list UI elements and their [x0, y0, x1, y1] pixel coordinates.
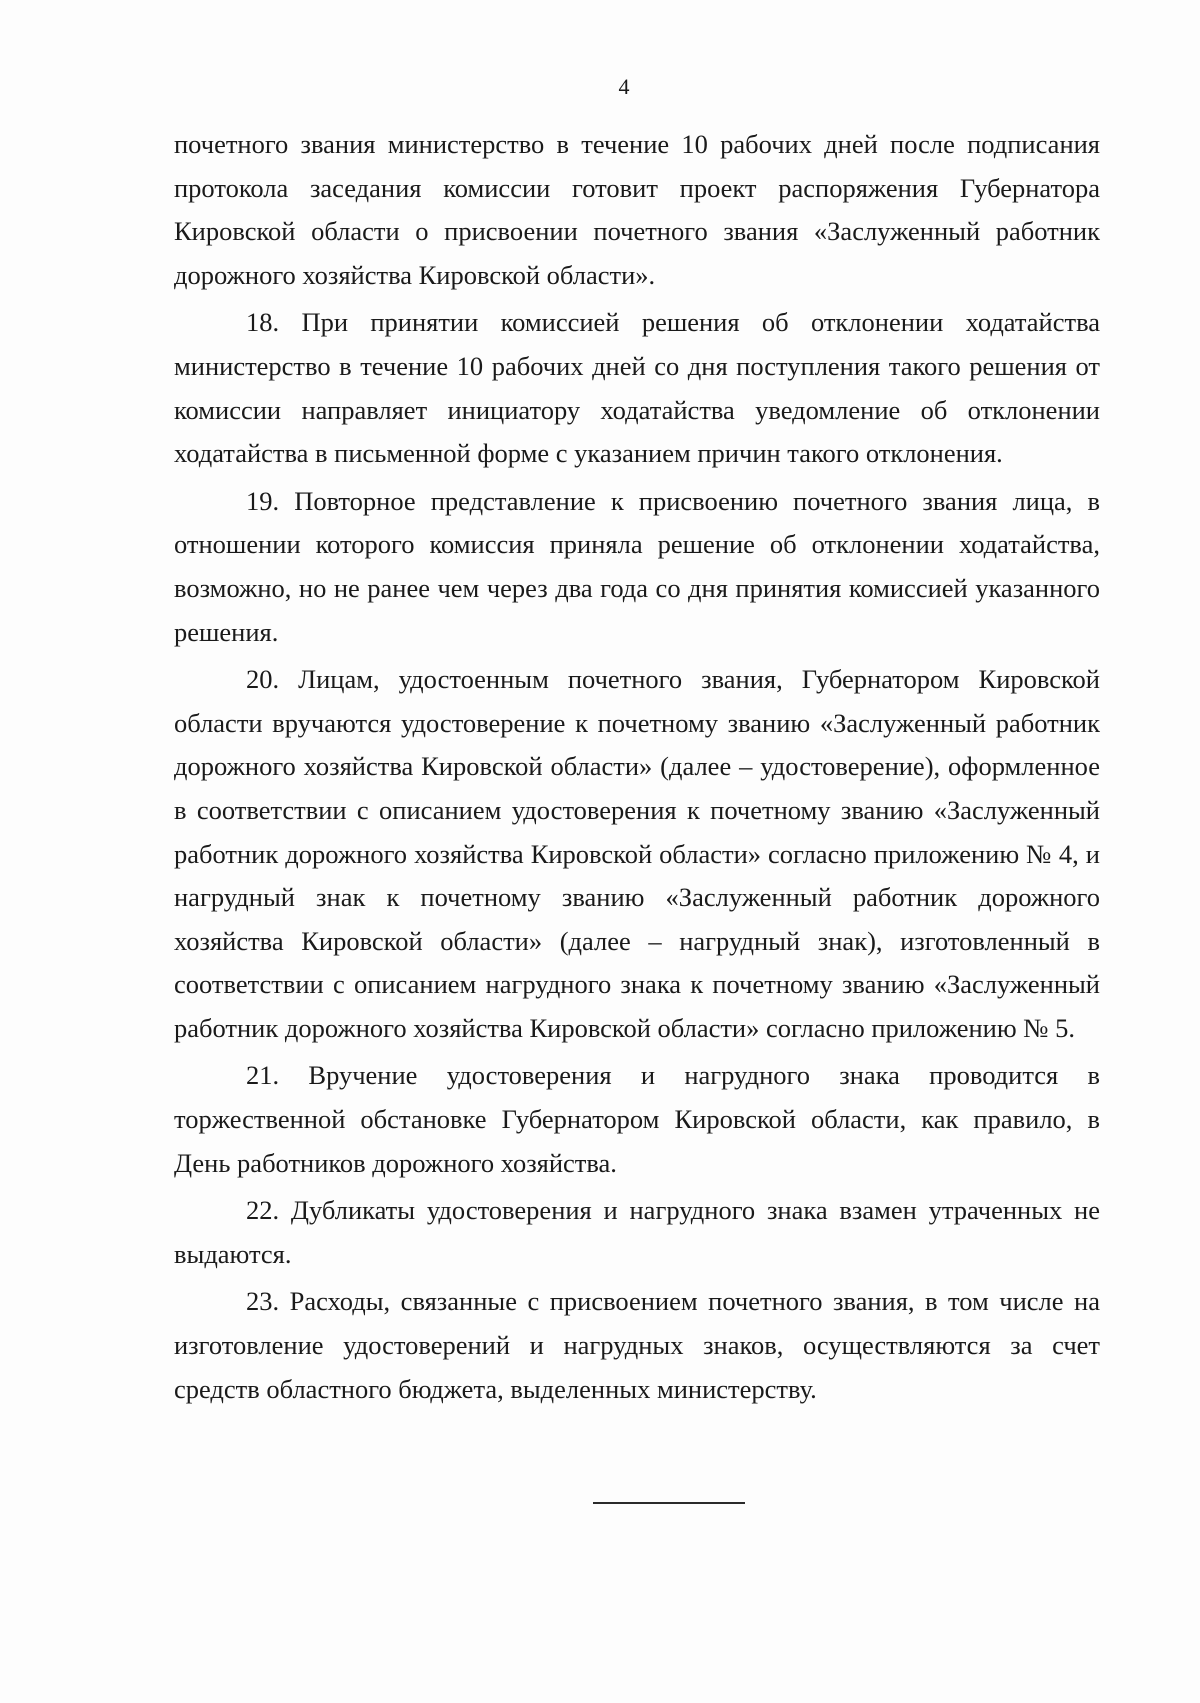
paragraph-19: 19. Повторное представление к присвоению почетного звания лица, в отношении которого комиссия приняла решение об отклонении ходатайства, возможно, но не ранее чем через два года со дня принятия комиссией указанного решения. — [174, 485, 1100, 647]
page-number: 4 — [618, 74, 630, 99]
document-body — [174, 123, 1100, 1415]
paragraph-23: 23. Расходы, связанные с присвоением почетного звания, в том числе на изготовление удостоверений и нагрудных знаков, осуществляются за счет средств областного бюджета, выделенных министерству. — [174, 1286, 1100, 1404]
paragraph-22: 22. Дубликаты удостоверения и нагрудного знака взамен утраченных не выдаются. — [174, 1195, 1100, 1269]
paragraph-17-continuation: почетного звания министерство в течение 10 рабочих дней после подписания протокола заседания комиссии готовит проект распоряжения Губернатора Кировской области о присвоении почетного звания «Заслуженный работник дорожного хозяйства Кировской области». — [174, 129, 1100, 290]
end-of-document-rule — [593, 1502, 745, 1504]
paragraph-20: 20. Лицам, удостоенным почетного звания, Губернатором Кировской области вручаются удостоверение к почетному званию «Заслуженный работник дорожного хозяйства Кировской области» (далее – удостоверение), оформленное в соответствии с описанием удостоверения к почетному званию «Заслуженный работник дорожного хозяйства Кировской области» согласно приложению № 4, и нагрудный знак к почетному званию «Заслуженный работник дорожного хозяйства Кировской области» (далее – нагрудный знак), изготовленный в соответствии с описанием нагрудного знака к почетному званию «Заслуженный работник дорожного хозяйства Кировской области» согласно приложению № 5. — [174, 664, 1100, 1043]
paragraph-18: 18. При принятии комиссией решения об отклонении ходатайства министерство в течение 10 рабочих дней со дня поступления такого решения от комиссии направляет инициатору ходатайства уведомление об отклонении ходатайства в письменной форме с указанием причин такого отклонения. — [174, 307, 1100, 469]
paragraph-21: 21. Вручение удостоверения и нагрудного знака проводится в торжественной обстановке Губернатором Кировской области, как правило, в День работников дорожного хозяйства. — [174, 1060, 1100, 1178]
